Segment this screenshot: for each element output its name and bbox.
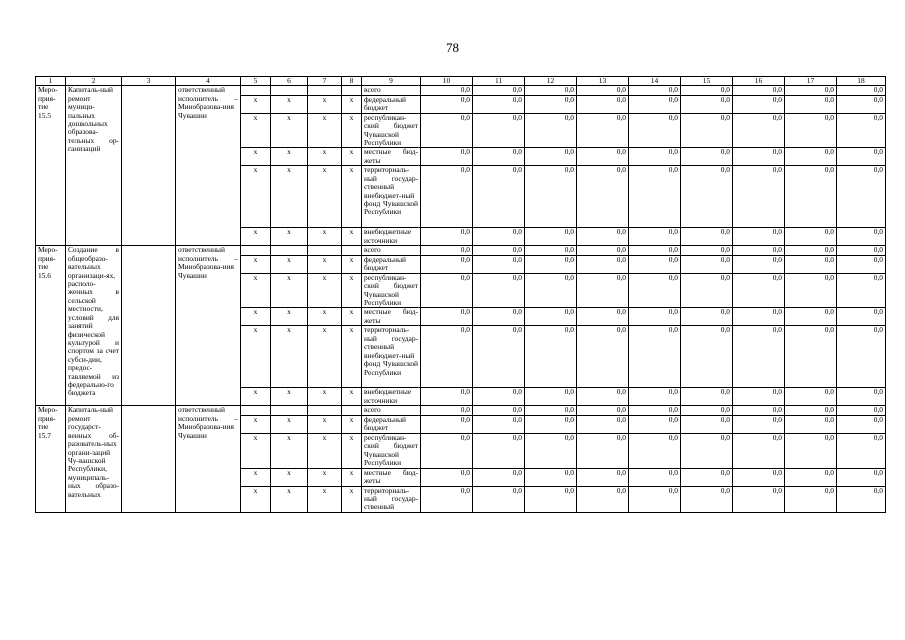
code-cell: x: [241, 228, 271, 246]
funding-source-cell: внебюджетные источники: [362, 388, 421, 406]
amount-cell: 0,0: [681, 113, 733, 148]
amount-cell: 0,0: [837, 486, 886, 512]
amount-cell: 0,0: [525, 95, 577, 113]
amount-cell: 0,0: [577, 95, 629, 113]
amount-cell: 0,0: [577, 273, 629, 308]
code-cell: x: [241, 486, 271, 512]
executor-cell: ответственный исполнитель – Минобразова-ния Чувашии: [176, 406, 241, 512]
amount-cell: 0,0: [681, 486, 733, 512]
funding-source-cell: республикан-ский бюджет Чувашской Республики: [362, 113, 421, 148]
amount-cell: 0,0: [473, 228, 525, 246]
amount-cell: 0,0: [525, 486, 577, 512]
code-cell: x: [241, 308, 271, 326]
amount-cell: 0,0: [525, 468, 577, 486]
code-cell: x: [308, 388, 342, 406]
code-cell: x: [342, 486, 362, 512]
amount-cell: 0,0: [629, 468, 681, 486]
amount-cell: 0,0: [785, 326, 837, 388]
code-cell: x: [308, 148, 342, 166]
amount-cell: 0,0: [421, 255, 473, 273]
amount-cell: 0,0: [525, 273, 577, 308]
amount-cell: 0,0: [473, 255, 525, 273]
amount-cell: 0,0: [733, 326, 785, 388]
amount-cell: 0,0: [421, 326, 473, 388]
amount-cell: 0,0: [785, 246, 837, 255]
table-row: [36, 406, 886, 415]
amount-cell: 0,0: [785, 433, 837, 468]
amount-cell: 0,0: [629, 255, 681, 273]
code-cell: x: [342, 433, 362, 468]
amount-cell: 0,0: [525, 388, 577, 406]
amount-cell: 0,0: [837, 95, 886, 113]
amount-cell: 0,0: [577, 415, 629, 433]
amount-cell: 0,0: [473, 415, 525, 433]
amount-cell: 0,0: [577, 86, 629, 95]
code-cell: [308, 246, 342, 255]
event-id-cell: Меро-прия-тие 15.5: [36, 86, 66, 246]
code-cell: x: [308, 255, 342, 273]
amount-cell: 0,0: [733, 86, 785, 95]
column-header: 17: [785, 77, 837, 86]
code-cell: x: [271, 273, 308, 308]
amount-cell: 0,0: [525, 166, 577, 228]
amount-cell: 0,0: [577, 255, 629, 273]
amount-cell: 0,0: [577, 246, 629, 255]
amount-cell: 0,0: [525, 86, 577, 95]
amount-cell: 0,0: [525, 246, 577, 255]
header-row: [36, 77, 886, 86]
amount-cell: 0,0: [629, 148, 681, 166]
amount-cell: 0,0: [837, 255, 886, 273]
code-cell: x: [241, 113, 271, 148]
amount-cell: 0,0: [577, 228, 629, 246]
code-cell: x: [308, 486, 342, 512]
funding-source-cell: территориаль-ный государ-ственный: [362, 486, 421, 512]
code-cell: x: [342, 273, 362, 308]
amount-cell: 0,0: [733, 406, 785, 415]
amount-cell: 0,0: [681, 415, 733, 433]
amount-cell: 0,0: [837, 148, 886, 166]
column-header: 4: [176, 77, 241, 86]
amount-cell: 0,0: [629, 113, 681, 148]
table-row: [36, 246, 886, 255]
amount-cell: 0,0: [785, 113, 837, 148]
amount-cell: 0,0: [733, 148, 785, 166]
funding-source-cell: местные бюд-жеты: [362, 148, 421, 166]
code-cell: x: [241, 95, 271, 113]
amount-cell: 0,0: [629, 273, 681, 308]
amount-cell: 0,0: [681, 308, 733, 326]
event-id-cell: Меро-прия-тие 15.6: [36, 246, 66, 406]
funding-source-cell: местные бюд-жеты: [362, 308, 421, 326]
amount-cell: 0,0: [421, 86, 473, 95]
code-cell: x: [241, 166, 271, 228]
amount-cell: 0,0: [577, 433, 629, 468]
code-cell: x: [271, 255, 308, 273]
amount-cell: 0,0: [629, 246, 681, 255]
code-cell: x: [271, 308, 308, 326]
amount-cell: 0,0: [629, 486, 681, 512]
page-number: 78: [446, 40, 459, 55]
amount-cell: 0,0: [837, 308, 886, 326]
amount-cell: 0,0: [525, 148, 577, 166]
amount-cell: 0,0: [785, 228, 837, 246]
event-title-cell: Создание в общеобразо-вательных организаци-ях, располо-женных в сельской местности, условий для занятий физической культурой и спортом за счет субси-дии, предос-тавляемой из федерально-го бюджета: [66, 246, 122, 406]
column-header: 6: [271, 77, 308, 86]
amount-cell: 0,0: [733, 113, 785, 148]
empty-cell: [122, 406, 176, 512]
code-cell: x: [342, 468, 362, 486]
table-body: [36, 86, 886, 512]
column-header: 3: [122, 77, 176, 86]
code-cell: x: [342, 388, 362, 406]
amount-cell: 0,0: [473, 308, 525, 326]
amount-cell: 0,0: [421, 308, 473, 326]
amount-cell: 0,0: [525, 415, 577, 433]
amount-cell: 0,0: [629, 166, 681, 228]
event-title-cell: Капиталь-ный ремонт государст-венных об-разователь-ных органи-заций Чу-вашской Республики, муниципаль-ных образо-вательных: [66, 406, 122, 512]
funding-source-cell: всего: [362, 406, 421, 415]
amount-cell: 0,0: [577, 166, 629, 228]
amount-cell: 0,0: [785, 255, 837, 273]
funding-source-cell: республикан-ский бюджет Чувашской Республики: [362, 273, 421, 308]
code-cell: x: [308, 113, 342, 148]
code-cell: x: [241, 433, 271, 468]
column-header: 2: [66, 77, 122, 86]
amount-cell: 0,0: [681, 95, 733, 113]
event-id-cell: Меро-прия-тие 15.7: [36, 406, 66, 512]
amount-cell: 0,0: [421, 468, 473, 486]
code-cell: x: [342, 255, 362, 273]
amount-cell: 0,0: [785, 415, 837, 433]
amount-cell: 0,0: [837, 388, 886, 406]
funding-source-cell: всего: [362, 246, 421, 255]
amount-cell: 0,0: [421, 166, 473, 228]
funding-source-cell: местные бюд-жеты: [362, 468, 421, 486]
amount-cell: 0,0: [681, 468, 733, 486]
amount-cell: 0,0: [681, 406, 733, 415]
column-header: 1: [36, 77, 66, 86]
amount-cell: 0,0: [421, 228, 473, 246]
code-cell: [241, 406, 271, 415]
amount-cell: 0,0: [681, 86, 733, 95]
amount-cell: 0,0: [421, 388, 473, 406]
code-cell: x: [342, 415, 362, 433]
amount-cell: 0,0: [473, 486, 525, 512]
amount-cell: 0,0: [525, 113, 577, 148]
column-header: 7: [308, 77, 342, 86]
amount-cell: 0,0: [629, 388, 681, 406]
code-cell: [271, 86, 308, 95]
amount-cell: 0,0: [837, 246, 886, 255]
amount-cell: 0,0: [837, 326, 886, 388]
funding-source-cell: федеральный бюджет: [362, 255, 421, 273]
code-cell: [241, 246, 271, 255]
amount-cell: 0,0: [733, 388, 785, 406]
amount-cell: 0,0: [421, 113, 473, 148]
code-cell: x: [342, 113, 362, 148]
code-cell: x: [271, 95, 308, 113]
code-cell: x: [308, 228, 342, 246]
column-header: 16: [733, 77, 785, 86]
amount-cell: 0,0: [421, 415, 473, 433]
amount-cell: 0,0: [785, 95, 837, 113]
amount-cell: 0,0: [421, 433, 473, 468]
amount-cell: 0,0: [421, 246, 473, 255]
amount-cell: 0,0: [525, 406, 577, 415]
code-cell: [308, 86, 342, 95]
amount-cell: 0,0: [733, 415, 785, 433]
code-cell: x: [308, 273, 342, 308]
amount-cell: 0,0: [473, 433, 525, 468]
amount-cell: 0,0: [629, 406, 681, 415]
code-cell: x: [342, 95, 362, 113]
column-header: 12: [525, 77, 577, 86]
code-cell: x: [241, 273, 271, 308]
amount-cell: 0,0: [837, 113, 886, 148]
amount-cell: 0,0: [525, 433, 577, 468]
funding-source-cell: всего: [362, 86, 421, 95]
column-header: 8: [342, 77, 362, 86]
code-cell: [342, 246, 362, 255]
amount-cell: 0,0: [473, 166, 525, 228]
amount-cell: 0,0: [837, 86, 886, 95]
code-cell: x: [308, 415, 342, 433]
amount-cell: 0,0: [525, 326, 577, 388]
amount-cell: 0,0: [473, 326, 525, 388]
amount-cell: 0,0: [837, 406, 886, 415]
code-cell: x: [271, 228, 308, 246]
amount-cell: 0,0: [837, 228, 886, 246]
amount-cell: 0,0: [785, 308, 837, 326]
funding-source-cell: федеральный бюджет: [362, 415, 421, 433]
amount-cell: 0,0: [785, 406, 837, 415]
code-cell: x: [271, 415, 308, 433]
code-cell: x: [308, 308, 342, 326]
amount-cell: 0,0: [681, 246, 733, 255]
amount-cell: 0,0: [473, 113, 525, 148]
amount-cell: 0,0: [629, 228, 681, 246]
code-cell: x: [271, 166, 308, 228]
amount-cell: 0,0: [473, 86, 525, 95]
amount-cell: 0,0: [837, 273, 886, 308]
code-cell: x: [308, 326, 342, 388]
amount-cell: 0,0: [577, 406, 629, 415]
code-cell: [271, 406, 308, 415]
amount-cell: 0,0: [681, 148, 733, 166]
amount-cell: 0,0: [733, 273, 785, 308]
table-row: [36, 86, 886, 95]
amount-cell: 0,0: [629, 95, 681, 113]
amount-cell: 0,0: [421, 148, 473, 166]
code-cell: [342, 406, 362, 415]
amount-cell: 0,0: [473, 468, 525, 486]
column-header: 13: [577, 77, 629, 86]
code-cell: x: [271, 486, 308, 512]
amount-cell: 0,0: [525, 308, 577, 326]
amount-cell: 0,0: [629, 415, 681, 433]
funding-source-cell: территориаль-ный государ-ственный внебюджет-ный фонд Чувашской Республики: [362, 166, 421, 228]
code-cell: [308, 406, 342, 415]
code-cell: x: [271, 113, 308, 148]
amount-cell: 0,0: [785, 166, 837, 228]
code-cell: x: [241, 415, 271, 433]
funding-source-cell: республикан-ский бюджет Чувашской Республики: [362, 433, 421, 468]
code-cell: x: [271, 388, 308, 406]
code-cell: [241, 86, 271, 95]
amount-cell: 0,0: [785, 273, 837, 308]
amount-cell: 0,0: [473, 246, 525, 255]
amount-cell: 0,0: [577, 388, 629, 406]
code-cell: x: [308, 433, 342, 468]
event-title-cell: Капиталь-ный ремонт муници-пальных дошкольных образова-тельных ор-ганизаций: [66, 86, 122, 246]
code-cell: [271, 246, 308, 255]
amount-cell: 0,0: [629, 326, 681, 388]
column-header: 5: [241, 77, 271, 86]
amount-cell: 0,0: [837, 433, 886, 468]
amount-cell: 0,0: [733, 95, 785, 113]
code-cell: x: [241, 468, 271, 486]
amount-cell: 0,0: [629, 86, 681, 95]
amount-cell: 0,0: [473, 388, 525, 406]
amount-cell: 0,0: [733, 166, 785, 228]
amount-cell: 0,0: [733, 433, 785, 468]
amount-cell: 0,0: [473, 273, 525, 308]
amount-cell: 0,0: [733, 255, 785, 273]
amount-cell: 0,0: [473, 95, 525, 113]
code-cell: x: [241, 148, 271, 166]
executor-cell: ответственный исполнитель – Минобразова-ния Чувашии: [176, 86, 241, 246]
code-cell: x: [241, 255, 271, 273]
code-cell: x: [271, 326, 308, 388]
amount-cell: 0,0: [733, 468, 785, 486]
code-cell: x: [342, 228, 362, 246]
code-cell: x: [271, 433, 308, 468]
amount-cell: 0,0: [681, 228, 733, 246]
empty-cell: [122, 246, 176, 406]
column-header: 11: [473, 77, 525, 86]
amount-cell: 0,0: [681, 326, 733, 388]
funding-source-cell: территориаль-ный государ-ственный внебюджет-ный фонд Чувашской Республики: [362, 326, 421, 388]
amount-cell: 0,0: [577, 468, 629, 486]
amount-cell: 0,0: [681, 166, 733, 228]
amount-cell: 0,0: [473, 148, 525, 166]
column-header: 18: [837, 77, 886, 86]
code-cell: x: [342, 166, 362, 228]
empty-cell: [122, 86, 176, 246]
amount-cell: 0,0: [629, 308, 681, 326]
code-cell: x: [308, 166, 342, 228]
amount-cell: 0,0: [577, 148, 629, 166]
column-header: 9: [362, 77, 421, 86]
amount-cell: 0,0: [733, 486, 785, 512]
funding-source-cell: федеральный бюджет: [362, 95, 421, 113]
amount-cell: 0,0: [733, 228, 785, 246]
amount-cell: 0,0: [733, 308, 785, 326]
amount-cell: 0,0: [785, 388, 837, 406]
code-cell: x: [241, 326, 271, 388]
executor-cell: ответственный исполнитель – Минобразова-ния Чувашии: [176, 246, 241, 406]
budget-table: [35, 76, 886, 513]
amount-cell: 0,0: [785, 486, 837, 512]
code-cell: x: [342, 308, 362, 326]
code-cell: x: [342, 326, 362, 388]
column-header: 10: [421, 77, 473, 86]
amount-cell: 0,0: [577, 326, 629, 388]
amount-cell: 0,0: [785, 86, 837, 95]
amount-cell: 0,0: [421, 486, 473, 512]
amount-cell: 0,0: [577, 486, 629, 512]
column-header: 14: [629, 77, 681, 86]
amount-cell: 0,0: [785, 468, 837, 486]
amount-cell: 0,0: [785, 148, 837, 166]
amount-cell: 0,0: [629, 433, 681, 468]
amount-cell: 0,0: [681, 273, 733, 308]
code-cell: x: [342, 148, 362, 166]
amount-cell: 0,0: [525, 228, 577, 246]
amount-cell: 0,0: [837, 166, 886, 228]
amount-cell: 0,0: [837, 468, 886, 486]
amount-cell: 0,0: [577, 113, 629, 148]
amount-cell: 0,0: [421, 95, 473, 113]
amount-cell: 0,0: [525, 255, 577, 273]
amount-cell: 0,0: [733, 246, 785, 255]
amount-cell: 0,0: [421, 406, 473, 415]
amount-cell: 0,0: [681, 388, 733, 406]
code-cell: x: [271, 148, 308, 166]
code-cell: x: [308, 468, 342, 486]
amount-cell: 0,0: [577, 308, 629, 326]
column-header: 15: [681, 77, 733, 86]
amount-cell: 0,0: [837, 415, 886, 433]
amount-cell: 0,0: [681, 433, 733, 468]
code-cell: x: [271, 468, 308, 486]
code-cell: x: [308, 95, 342, 113]
amount-cell: 0,0: [681, 255, 733, 273]
amount-cell: 0,0: [421, 273, 473, 308]
funding-source-cell: внебюджетные источники: [362, 228, 421, 246]
amount-cell: 0,0: [473, 406, 525, 415]
code-cell: x: [241, 388, 271, 406]
code-cell: [342, 86, 362, 95]
